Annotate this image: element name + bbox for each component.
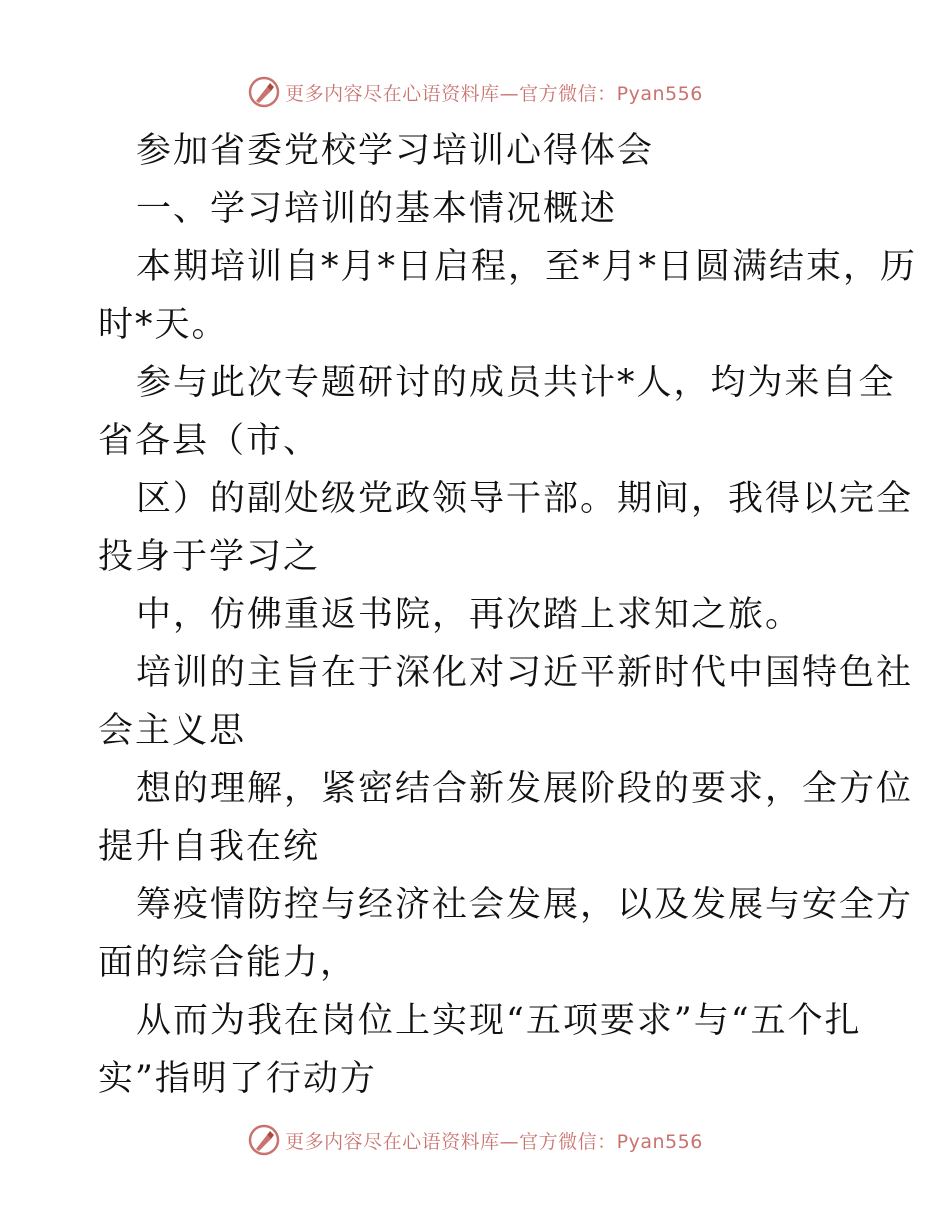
watermark-text: 更多内容尽在心语资料库—官方微信：Pyan556 [285, 1130, 703, 1153]
paragraph-line: 省各县（市、 [98, 421, 321, 461]
paragraph-line: 筹疫情防控与经济社会发展，以及发展与安全方 [136, 885, 914, 925]
paragraph-line: 从而为我在岗位上实现“五项要求”与“五个扎 [136, 1001, 862, 1041]
paragraph-line: 实”指明了行动方 [98, 1059, 377, 1099]
footer-watermark [0, 1120, 950, 1160]
paragraph-line: 本期培训自*月*日启程，至*月*日圆满结束，历 [136, 247, 918, 287]
header-watermark [0, 72, 950, 112]
paragraph-line: 中，仿佛重返书院，再次踏上求知之旅。 [136, 595, 803, 635]
watermark-text: 更多内容尽在心语资料库—官方微信：Pyan556 [285, 82, 703, 105]
paragraph-line: 面的综合能力， [98, 943, 358, 983]
paragraph-line: 区）的副处级党政领导干部。期间，我得以完全 [136, 479, 914, 519]
document-title: 参加省委党校学习培训心得体会 [136, 131, 655, 171]
paragraph-line: 提升自我在统 [98, 827, 321, 867]
paragraph-line: 参与此次专题研讨的成员共计*人，均为来自全 [136, 363, 896, 403]
pen-nib-icon [247, 75, 281, 109]
document-body [98, 122, 918, 1108]
paragraph-line: 会主义思 [98, 711, 247, 751]
paragraph-line: 想的理解，紧密结合新发展阶段的要求，全方位 [136, 769, 914, 809]
paragraph-line: 投身于学习之 [98, 537, 321, 577]
paragraph-line: 时*天。 [98, 305, 229, 345]
paragraph-line: 培训的主旨在于深化对习近平新时代中国特色社 [136, 653, 914, 693]
section-heading: 一、学习培训的基本情况概述 [136, 189, 618, 229]
pen-nib-icon [247, 1123, 281, 1157]
